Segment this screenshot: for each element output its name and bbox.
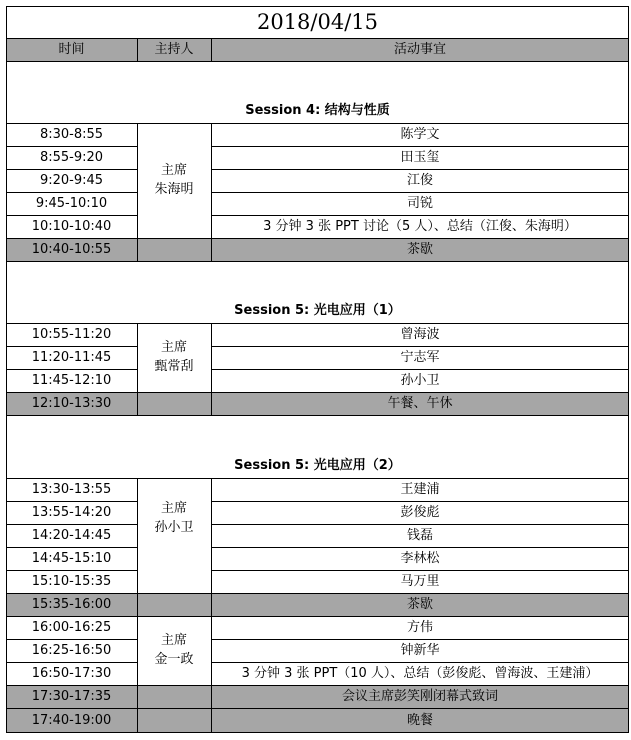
grid-line	[6, 169, 137, 170]
grid-line	[211, 570, 629, 571]
grid-line	[6, 478, 629, 479]
session-title: Session 4: 结构与性质	[245, 103, 390, 118]
break-time: 15:35-16:00	[6, 593, 137, 616]
activity-cell: 田玉玺	[400, 150, 440, 165]
break-host	[137, 392, 211, 415]
activity-cell: 彭俊彪	[400, 505, 440, 520]
chair-name: 朱海明	[154, 181, 194, 197]
header-time: 时间	[6, 38, 137, 61]
grid-line	[6, 346, 137, 347]
grid-line	[6, 146, 137, 147]
grid-line	[137, 123, 138, 261]
break-host	[137, 238, 211, 261]
grid-line	[211, 323, 212, 415]
grid-line	[6, 616, 629, 617]
grid-line	[211, 146, 629, 147]
grid-line	[211, 369, 629, 370]
chair-cell	[137, 478, 211, 593]
time-cell: 9:45-10:10	[35, 196, 108, 211]
activity-cell: 马万里	[400, 574, 440, 589]
break-activity: 茶歇	[211, 593, 629, 616]
dinner-time: 17:40-19:00	[6, 708, 137, 732]
break-time: 10:40-10:55	[6, 238, 137, 261]
chair-label: 主席	[160, 501, 187, 516]
chair-name: 金一政	[154, 651, 194, 667]
chair-name: 甄常刮	[154, 358, 194, 374]
grid-line	[6, 38, 629, 39]
break-time: 12:10-13:30	[6, 392, 137, 415]
chair-cell	[137, 123, 211, 238]
activity-cell: 司锐	[406, 196, 433, 211]
activity-cell: 3 分钟 3 张 PPT 讨论（5 人）、总结（江俊、朱海明）	[263, 219, 577, 234]
grid-line	[137, 323, 138, 415]
chair-cell	[137, 323, 211, 392]
activity-cell: 孙小卫	[400, 373, 440, 388]
activity-cell: 方伟	[406, 620, 433, 635]
grid-line	[6, 593, 629, 594]
activity-cell: 李林松	[400, 551, 440, 566]
time-cell: 11:20-11:45	[31, 350, 112, 365]
time-cell: 11:45-12:10	[31, 373, 112, 388]
dinner-activity: 晚餐	[211, 708, 629, 732]
activity-cell: 3 分钟 3 张 PPT（10 人）、总结（彭俊彪、曾海波、王建浦）	[241, 666, 599, 681]
grid-line	[6, 61, 629, 62]
grid-line	[6, 415, 629, 416]
grid-line	[6, 392, 629, 393]
grid-line	[6, 570, 137, 571]
time-cell: 13:30-13:55	[31, 482, 112, 497]
time-cell: 10:10-10:40	[31, 219, 112, 234]
time-cell: 9:20-9:45	[39, 173, 104, 188]
grid-line	[6, 501, 137, 502]
time-cell: 14:45-15:10	[31, 551, 112, 566]
header-host: 主持人	[137, 38, 211, 61]
grid-line	[6, 732, 629, 733]
activity-cell: 江俊	[406, 173, 433, 188]
break-activity: 午餐、午休	[211, 392, 629, 415]
closing-time: 17:30-17:35	[6, 685, 137, 708]
grid-line	[211, 346, 629, 347]
break-activity: 茶歇	[211, 238, 629, 261]
grid-line	[6, 547, 137, 548]
grid-line	[628, 6, 629, 733]
grid-line	[6, 639, 137, 640]
session-title: Session 5: 光电应用（1）	[234, 303, 401, 318]
date-title: 2018/04/15	[256, 9, 379, 34]
chair-label: 主席	[160, 162, 187, 178]
dinner-host	[137, 708, 211, 732]
closing-activity: 会议主席彭笑刚闭幕式致词	[211, 685, 629, 708]
grid-line	[211, 192, 629, 193]
grid-line	[6, 192, 137, 193]
activity-cell: 曾海波	[400, 327, 440, 342]
grid-line	[137, 478, 138, 733]
grid-line	[6, 708, 629, 709]
header-activity: 活动事宜	[211, 38, 629, 61]
activity-cell: 钱磊	[406, 528, 433, 543]
grid-line	[6, 215, 137, 216]
break-host	[137, 593, 211, 616]
grid-line	[6, 6, 7, 733]
closing-host	[137, 685, 211, 708]
time-cell: 16:25-16:50	[31, 643, 112, 658]
grid-line	[211, 524, 629, 525]
chair-label: 主席	[160, 339, 187, 355]
time-cell: 16:00-16:25	[31, 620, 112, 635]
grid-line	[6, 323, 629, 324]
activity-cell: 宁志军	[400, 350, 440, 365]
grid-line	[211, 38, 212, 61]
grid-line	[6, 261, 629, 262]
grid-line	[6, 524, 137, 525]
grid-line	[6, 6, 629, 7]
session-title: Session 5: 光电应用（2）	[234, 458, 401, 473]
grid-line	[211, 501, 629, 502]
time-cell: 16:50-17:30	[31, 666, 112, 681]
time-cell: 14:20-14:45	[31, 528, 112, 543]
grid-line	[211, 662, 629, 663]
time-cell: 15:10-15:35	[31, 574, 112, 589]
grid-line	[6, 662, 137, 663]
grid-line	[137, 38, 138, 61]
grid-line	[211, 169, 629, 170]
grid-line	[211, 478, 212, 733]
grid-line	[211, 215, 629, 216]
time-cell: 8:30-8:55	[39, 127, 104, 142]
chair-name: 孙小卫	[154, 519, 194, 535]
activity-cell: 陈学文	[400, 127, 440, 142]
activity-cell: 王建浦	[400, 482, 440, 497]
grid-line	[6, 369, 137, 370]
time-cell: 8:55-9:20	[39, 150, 104, 165]
chair-cell	[137, 616, 211, 685]
grid-line	[211, 123, 212, 261]
grid-line	[6, 123, 629, 124]
time-cell: 13:55-14:20	[31, 505, 112, 520]
grid-line	[211, 547, 629, 548]
grid-line	[211, 639, 629, 640]
time-cell: 10:55-11:20	[31, 327, 112, 342]
chair-label: 主席	[160, 632, 187, 648]
grid-line	[6, 238, 629, 239]
grid-line	[6, 685, 629, 686]
activity-cell: 钟新华	[400, 643, 440, 658]
